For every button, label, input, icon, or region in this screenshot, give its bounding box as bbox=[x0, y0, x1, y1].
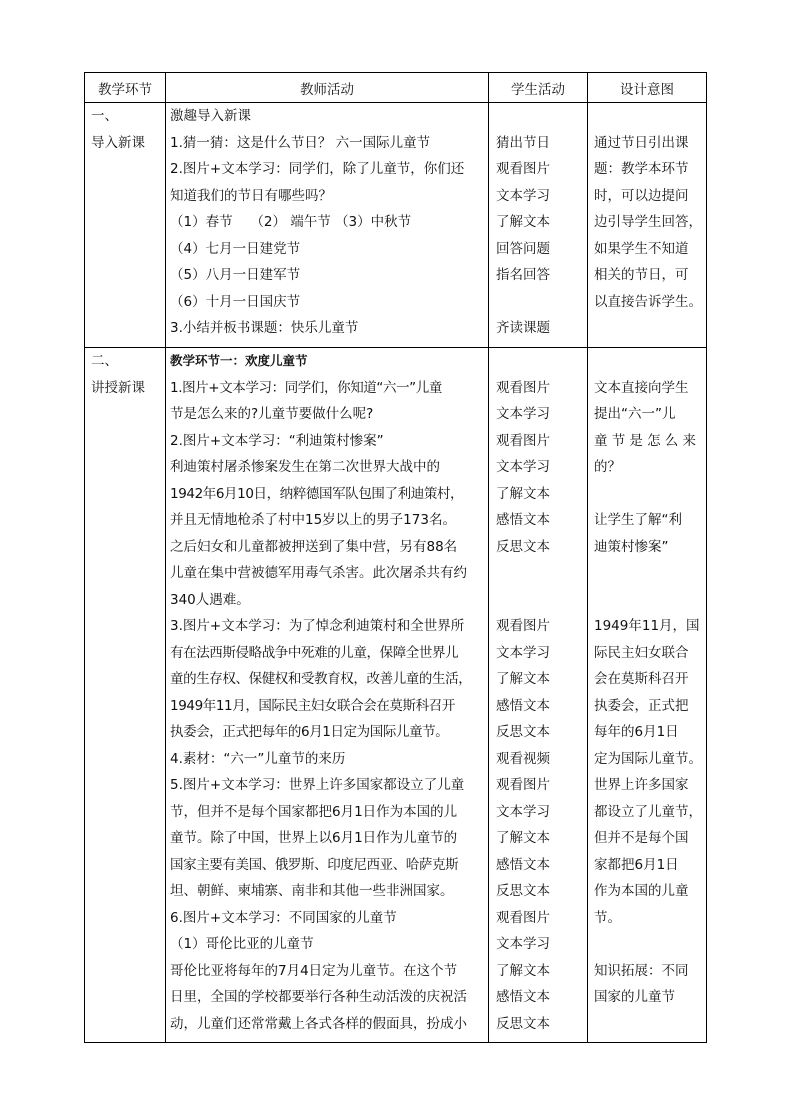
text-line: 了解文本 bbox=[496, 485, 550, 502]
text-line: 节，但并不是每个国家都把6月1日作为本国的儿 bbox=[170, 803, 458, 820]
text-line: （5）八月一日建军节 bbox=[170, 267, 301, 283]
text-line: 文本学习 bbox=[496, 644, 550, 661]
text-line: 反思文本 bbox=[496, 1015, 550, 1032]
text-line bbox=[496, 560, 587, 587]
text-line: 观看图片 bbox=[496, 909, 550, 926]
text-line: 家都把6月1日 bbox=[594, 856, 679, 873]
text-line: （6）十月一日国庆节 bbox=[170, 293, 301, 310]
text-line: 二、 bbox=[91, 353, 118, 369]
text-line: 6.图片+文本学习：不同国家的儿童节 bbox=[170, 909, 397, 926]
text-line: 猜出节日 bbox=[496, 134, 550, 151]
text-line bbox=[496, 103, 587, 130]
text-line: 际民主妇女联合 bbox=[594, 644, 689, 661]
text-line: 讲授新课 bbox=[91, 379, 145, 396]
text-line bbox=[594, 587, 706, 614]
text-line: 观看图片 bbox=[496, 618, 550, 634]
text-line: （4）七月一日建党节 bbox=[170, 240, 301, 257]
text-line: 知识拓展：不同 bbox=[594, 962, 689, 979]
text-line: 1942年6月10日，纳粹德国军队包围了利迪策村， bbox=[170, 485, 464, 502]
text-line: 1.图片+文本学习：同学们，你知道“六一”儿童 bbox=[170, 379, 442, 396]
text-line: 反思文本 bbox=[496, 883, 550, 899]
text-line: 迪策村惨案” bbox=[594, 538, 669, 555]
text-line: 童节是怎么来 bbox=[594, 432, 701, 449]
text-line: 日里，全国的学校都要举行各种生动活泼的庆祝活 bbox=[170, 989, 467, 1005]
text-line: 知道我们的节日有哪些吗？ bbox=[170, 187, 332, 204]
text-line: 了解文本 bbox=[496, 962, 550, 979]
text-line: 了解文本 bbox=[496, 830, 550, 846]
header-row bbox=[85, 73, 707, 103]
text-line: 文本直接向学生 bbox=[594, 379, 689, 396]
text-line: 会在莫斯科召开 bbox=[594, 671, 689, 687]
text-line bbox=[496, 587, 587, 614]
design-intent-cell bbox=[588, 103, 707, 348]
text-line: 感悟文本 bbox=[496, 989, 550, 1005]
text-line: 了解文本 bbox=[496, 671, 550, 687]
text-line: 边引导学生回答， bbox=[594, 214, 702, 230]
text-line: 童的生存权、保健权和受教育权，改善儿童的生活， bbox=[170, 671, 472, 687]
text-line: 观看视频 bbox=[496, 750, 550, 767]
text-line: 1949年11月，国际民主妇女联合会在莫斯科召开 bbox=[170, 697, 455, 714]
text-line: 节是怎么来的?儿童节要做什么呢? bbox=[170, 406, 374, 422]
text-line: 文本学习 bbox=[496, 406, 550, 422]
text-line: 观看图片 bbox=[496, 432, 550, 449]
text-line: 文本学习 bbox=[496, 936, 550, 952]
text-line: 提出“六一”儿 bbox=[594, 406, 676, 422]
text-line: 每年的6月1日 bbox=[594, 724, 679, 740]
text-line: 文本学习 bbox=[496, 459, 550, 475]
teacher-activity-cell bbox=[166, 103, 489, 348]
student-activity-cell bbox=[489, 348, 588, 1043]
header-design-intent: 设计意图 bbox=[588, 73, 707, 103]
text-line bbox=[594, 103, 706, 130]
text-line: 节。 bbox=[594, 909, 621, 926]
teacher-activity-cell bbox=[166, 348, 489, 1043]
text-line: 反思文本 bbox=[496, 538, 550, 555]
text-line: 观看图片 bbox=[496, 379, 550, 396]
table-row bbox=[85, 103, 707, 348]
text-line bbox=[496, 348, 587, 375]
text-line bbox=[594, 560, 706, 587]
stage-cell bbox=[85, 103, 166, 348]
text-line: 世界上许多国家 bbox=[594, 777, 689, 793]
text-line: 执委会，正式把 bbox=[594, 697, 689, 714]
text-line: 感悟文本 bbox=[496, 512, 550, 528]
text-line: 的？ bbox=[594, 459, 621, 475]
text-line: （1）春节 （2） 端午节 （3）中秋节 bbox=[170, 214, 412, 230]
text-line: 时，可以边提问 bbox=[594, 187, 689, 204]
text-line: 有在法西斯侵略战争中死难的儿童，保障全世界儿 bbox=[170, 644, 459, 661]
text-line: 儿童在集中营被德军用毒气杀害。此次屠杀共有约 bbox=[170, 565, 467, 581]
text-line: 利迪策村屠杀惨案发生在第二次世界大战中的 bbox=[170, 459, 440, 475]
text-line: 以直接告诉学生。 bbox=[594, 293, 702, 310]
table-row bbox=[85, 348, 707, 1043]
text-line: 题：教学本环节 bbox=[594, 161, 689, 177]
text-line: 观看图片 bbox=[496, 777, 550, 793]
text-line: 相关的节日，可 bbox=[594, 267, 689, 283]
text-line: 激趣导入新课 bbox=[170, 108, 251, 124]
text-line: 都设立了儿童节， bbox=[594, 803, 702, 820]
text-line: 童节。除了中国，世界上以6月1日作为儿童节的 bbox=[170, 830, 458, 846]
text-line: 让学生了解“利 bbox=[594, 512, 682, 528]
text-line: 哥伦比亚将每年的7月4日定为儿童节。在这个节 bbox=[170, 962, 458, 979]
text-line: 340人遇难。 bbox=[170, 591, 250, 608]
text-line: 3.小结并板书课题：快乐儿童节 bbox=[170, 320, 359, 336]
text-line: 了解文本 bbox=[496, 214, 550, 230]
student-activity-cell bbox=[489, 103, 588, 348]
text-line: 1.猜一猜：这是什么节日？ 六一国际儿童节 bbox=[170, 134, 431, 151]
text-line: 并且无情地枪杀了村中15岁以上的男子173名。 bbox=[170, 512, 456, 528]
text-line: 国家的儿童节 bbox=[594, 989, 675, 1005]
stage-cell bbox=[85, 348, 166, 1043]
text-line: 动，儿童们还常常戴上各式各样的假面具，扮成小 bbox=[170, 1015, 467, 1032]
text-line: 观看图片 bbox=[496, 161, 550, 177]
text-line: 反思文本 bbox=[496, 724, 550, 740]
text-line: （1）哥伦比亚的儿童节 bbox=[170, 936, 314, 952]
text-line bbox=[594, 931, 706, 958]
text-line: 之后妇女和儿童都被押送到了集中营，另有88名 bbox=[170, 538, 458, 555]
text-line bbox=[594, 481, 706, 508]
header-stage: 教学环节 bbox=[85, 73, 166, 103]
text-line: 导入新课 bbox=[91, 134, 145, 151]
text-line: 2.图片+文本学习：同学们，除了儿童节，你们还 bbox=[170, 161, 465, 177]
text-line: 感悟文本 bbox=[496, 697, 550, 714]
text-line: 如果学生不知道 bbox=[594, 240, 689, 257]
text-line: 指名回答 bbox=[496, 267, 550, 283]
text-line: 3.图片+文本学习：为了悼念利迪策村和全世界所 bbox=[170, 618, 465, 634]
header-teacher-activity: 教师活动 bbox=[166, 73, 489, 103]
text-line: 回答问题 bbox=[496, 240, 550, 257]
text-line bbox=[594, 348, 706, 375]
header-student-activity: 学生活动 bbox=[489, 73, 588, 103]
text-line: 定为国际儿童节。 bbox=[594, 750, 702, 767]
text-line: 文本学习 bbox=[496, 803, 550, 820]
text-line: 通过节日引出课 bbox=[594, 134, 689, 151]
text-line: 4.素材：“六一”儿童节的来历 bbox=[170, 750, 346, 767]
text-line: 2.图片+文本学习：“利迪策村惨案” bbox=[170, 432, 384, 449]
text-line: 一、 bbox=[91, 108, 118, 124]
text-line: 但并不是每个国 bbox=[594, 830, 689, 846]
text-line: 文本学习 bbox=[496, 187, 550, 204]
section-title: 教学环节一：欢度儿童节 bbox=[170, 353, 308, 368]
text-line: 5.图片+文本学习：世界上许多国家都设立了儿童 bbox=[170, 777, 465, 793]
text-line: 作为本国的儿童 bbox=[594, 883, 689, 899]
text-line: 齐读课题 bbox=[496, 320, 550, 336]
design-intent-cell bbox=[588, 348, 707, 1043]
text-line: 坦、朝鲜、柬埔寨、南非和其他一些非洲国家。 bbox=[170, 883, 454, 899]
text-line: 1949年11月，国 bbox=[594, 618, 700, 634]
text-line: 执委会，正式把每年的6月1日定为国际儿童节。 bbox=[170, 724, 449, 740]
text-line bbox=[496, 289, 587, 316]
lesson-plan-table bbox=[84, 72, 707, 1043]
text-line: 国家主要有美国、俄罗斯、印度尼西亚、哈萨克斯 bbox=[170, 856, 459, 873]
text-line: 感悟文本 bbox=[496, 856, 550, 873]
